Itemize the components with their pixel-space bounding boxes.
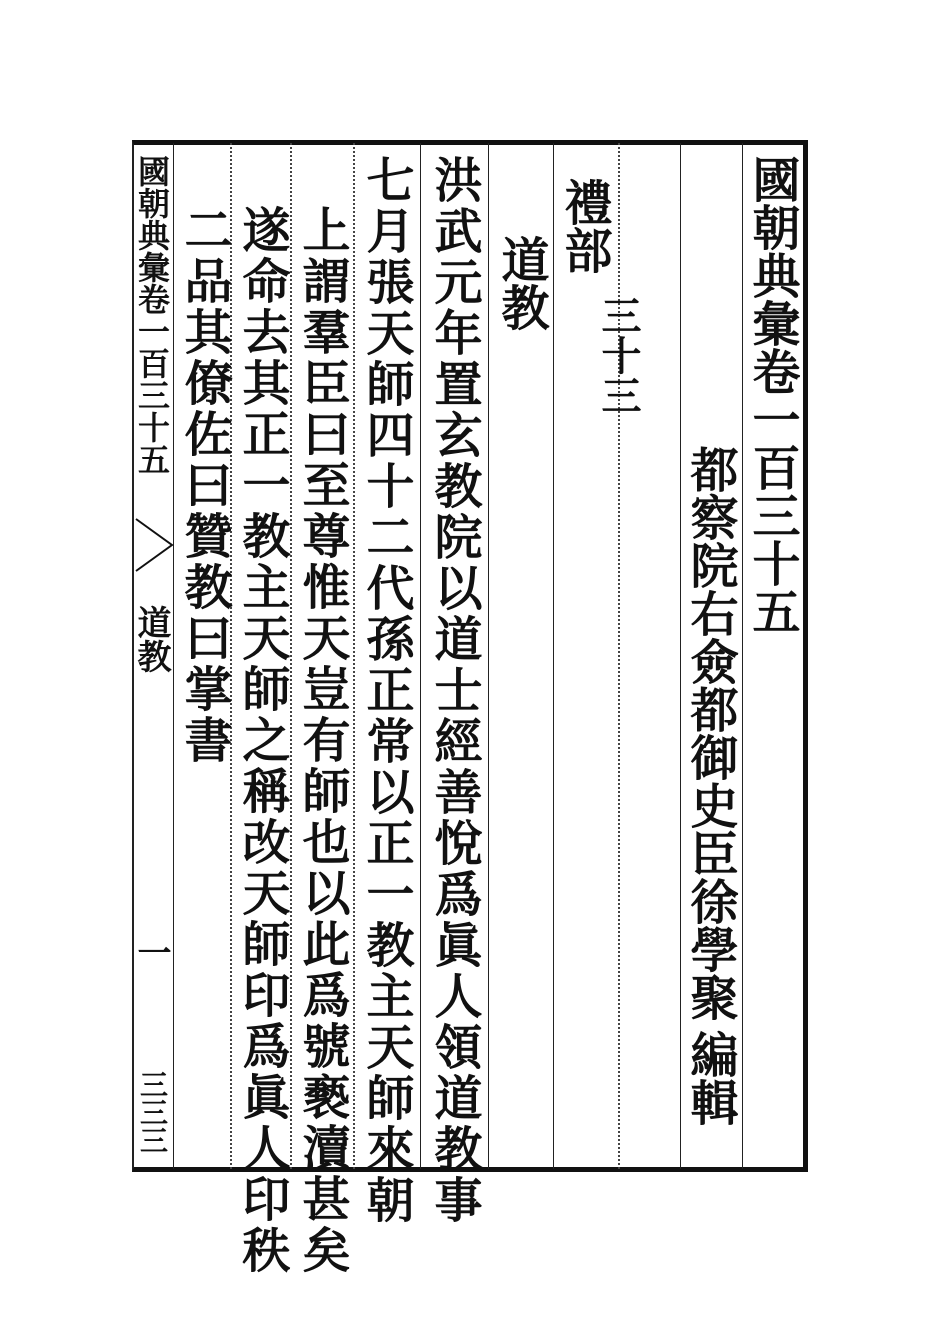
- body-line-1: 洪武元年置玄教院以道士經善悅爲眞人領道教事: [426, 155, 482, 1226]
- fish-tail-mark: [134, 515, 174, 575]
- margin-book-title: 國朝典彙卷一百三十五: [133, 155, 171, 475]
- compile-word: 編輯: [682, 1030, 738, 1126]
- compiler-line: 都察院右僉都御史臣徐學聚: [682, 445, 738, 1021]
- body-line-5: 二品其僚佐曰贊教曰掌書: [176, 205, 232, 766]
- column-rule: [488, 143, 489, 1169]
- volume-title: 國朝典彙卷一百三十五: [744, 155, 800, 635]
- column-rule: [290, 143, 292, 1169]
- ministry-title: 禮部: [556, 178, 612, 274]
- topic-heading: 道教: [493, 235, 549, 331]
- column-rule: [680, 143, 681, 1169]
- margin-section-label: 道教: [131, 605, 171, 673]
- column-rule: [420, 143, 421, 1169]
- margin-leaf-number: 一: [131, 935, 171, 969]
- body-line-3: 上謂羣臣曰至尊惟天豈有師也以此爲號褻瀆甚矣: [294, 205, 350, 1276]
- column-rule: [353, 143, 355, 1169]
- column-rule: [173, 143, 174, 1169]
- margin-page-number: 三三三: [136, 1070, 169, 1154]
- column-rule: [553, 143, 554, 1169]
- body-line-4: 遂命去其正一教主天師之稱改天師印爲眞人印秩: [234, 205, 290, 1276]
- column-rule: [742, 143, 743, 1169]
- ministry-number: 三十三: [595, 295, 642, 415]
- body-line-2: 七月張天師四十二代孫正常以正一教主天師來朝: [358, 155, 414, 1226]
